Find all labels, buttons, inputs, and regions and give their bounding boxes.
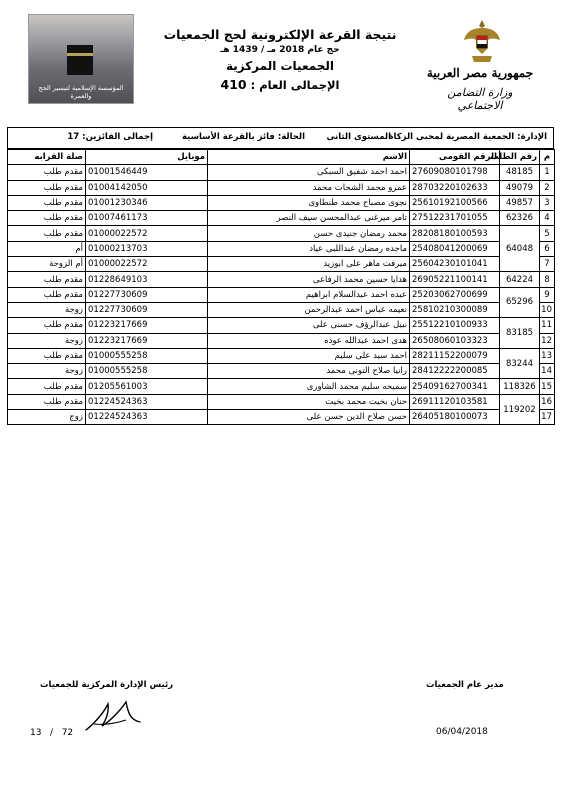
winners-label: إجمالى الفائزين: 17 — [67, 132, 153, 142]
name-cell: حسن صلاح الدين حسن على — [208, 410, 410, 425]
col-header-relation: صلة القرابه — [8, 150, 86, 165]
row-number-cell: 14 — [540, 364, 555, 379]
name-cell: تامر ميرغنى عبدالمحسن سيف النصر — [208, 211, 410, 226]
request-number-cell: 49079 — [500, 180, 540, 195]
table-row — [8, 272, 555, 287]
relation-cell: زوجة — [8, 333, 86, 348]
request-number-cell: 118326 — [500, 379, 540, 394]
page-title: نتيجة القرعة الإلكترونية لحج الجمعيات — [163, 27, 397, 42]
request-number-cell: 65296 — [500, 287, 540, 318]
mobile-cell: 01224524363 — [86, 410, 208, 425]
request-number-cell: 83185 — [500, 318, 540, 349]
relation-cell: مقدم طلب — [8, 394, 86, 409]
relation-cell: مقدم طلب — [8, 348, 86, 363]
request-number-cell: 48185 — [500, 165, 540, 180]
row-number-cell: 11 — [540, 318, 555, 333]
mobile-cell: 01224524363 — [86, 394, 208, 409]
row-number-cell: 1 — [540, 165, 555, 180]
national-id-cell: 28211152200079 — [410, 348, 500, 363]
page-current: 13 — [30, 728, 42, 738]
row-number-cell: 5 — [540, 226, 555, 241]
table-row — [8, 287, 555, 302]
mobile-cell: 01223217669 — [86, 333, 208, 348]
photo-caption: المؤسسة الإسلامية لتيسير الحج والعمرة — [38, 84, 124, 100]
relation-cell: مقدم طلب — [8, 226, 86, 241]
row-number-cell: 7 — [540, 257, 555, 272]
relation-cell: مقدم طلب — [8, 318, 86, 333]
eagle-emblem-icon — [462, 18, 502, 66]
national-id-cell: 27512231701055 — [410, 211, 500, 226]
mobile-cell: 01227730609 — [86, 287, 208, 302]
request-number-cell: 64224 — [500, 272, 540, 287]
name-cell: هدى احمد عبدالله عوده — [208, 333, 410, 348]
mobile-cell: 01007461173 — [86, 211, 208, 226]
relation-cell: زوج — [8, 410, 86, 425]
request-number-cell: 62326 — [500, 211, 540, 226]
col-header-national-id: الرقم القومى — [410, 150, 500, 165]
mobile-cell: 01227730609 — [86, 302, 208, 317]
national-id-cell: 25604230101041 — [410, 257, 500, 272]
name-cell: احمد احمد شفيق السبكى — [208, 165, 410, 180]
page-number — [30, 728, 73, 738]
col-header-name: الاسم — [208, 150, 410, 165]
row-number-cell: 6 — [540, 241, 555, 256]
national-id-cell: 26905221100141 — [410, 272, 500, 287]
mobile-cell: 01000213703 — [86, 241, 208, 256]
row-number-cell: 13 — [540, 348, 555, 363]
mobile-cell: 01000022572 — [86, 257, 208, 272]
row-number-cell: 2 — [540, 180, 555, 195]
relation-cell: زوجة — [8, 302, 86, 317]
kaaba-photo — [28, 14, 134, 104]
status-label: الحالة: فائز بالقرعة الأساسية — [181, 132, 305, 142]
name-cell: نجوى مصباح محمد طنطاوى — [208, 195, 410, 210]
table-row — [8, 226, 555, 241]
name-cell: عمرو محمد الشحات محمد — [208, 180, 410, 195]
name-cell: نبيل عبدالرؤف حسنى على — [208, 318, 410, 333]
row-number-cell: 3 — [540, 195, 555, 210]
request-number-cell: 119202 — [500, 394, 540, 425]
relation-cell: أم — [8, 241, 86, 256]
winners-table — [7, 149, 555, 425]
table-row — [8, 165, 555, 180]
name-cell: ميرفت ماهر على ابوزيد — [208, 257, 410, 272]
table-row — [8, 348, 555, 363]
mobile-cell: 01001546449 — [86, 165, 208, 180]
name-cell: رانيا صلاح التونى محمد — [208, 364, 410, 379]
row-number-cell: 12 — [540, 333, 555, 348]
grand-total-value: 410 — [220, 77, 247, 92]
col-header-request: رقم الطلب — [500, 150, 540, 165]
print-date: 06/04/2018 — [436, 727, 488, 737]
kaaba-band — [67, 53, 93, 56]
hajj-year: حج عام 2018 مـ / 1439 هـ — [220, 45, 340, 55]
table-row — [8, 195, 555, 210]
relation-cell: مقدم طلب — [8, 195, 86, 210]
table-row — [8, 364, 555, 379]
request-number-cell: 83244 — [500, 348, 540, 379]
name-cell: عبده احمد عبدالسلام ابراهيم — [208, 287, 410, 302]
row-number-cell: 4 — [540, 211, 555, 226]
national-id-cell: 25203062700699 — [410, 287, 500, 302]
name-cell: هدايا حسين محمد الرفاعى — [208, 272, 410, 287]
national-id-cell: 27609080101798 — [410, 165, 500, 180]
ministry-name: وزارة التضامن الاجتماعي — [447, 86, 513, 112]
row-number-cell: 10 — [540, 302, 555, 317]
table-row — [8, 257, 555, 272]
col-header-mobile: موبايل — [86, 150, 208, 165]
table-row — [8, 302, 555, 317]
mobile-cell: 01004142050 — [86, 180, 208, 195]
national-id-cell: 26911120103581 — [410, 394, 500, 409]
national-id-cell: 25610192100566 — [410, 195, 500, 210]
level-label: المستوى الثانى — [326, 132, 391, 142]
relation-cell: مقدم طلب — [8, 272, 86, 287]
country-name: جمهورية مصر العربية — [426, 66, 534, 80]
row-number-cell: 16 — [540, 394, 555, 409]
relation-cell: أم الزوجة — [8, 257, 86, 272]
national-id-cell: 26508060103323 — [410, 333, 500, 348]
grand-total-label: الإجمالى العام : — [250, 78, 340, 92]
request-number-cell: 64048 — [500, 226, 540, 272]
row-number-cell: 15 — [540, 379, 555, 394]
mobile-cell: 01000022572 — [86, 226, 208, 241]
row-number-cell: 9 — [540, 287, 555, 302]
table-row — [8, 333, 555, 348]
table-header-row — [8, 150, 555, 165]
table-row — [8, 410, 555, 425]
info-bar — [7, 127, 554, 149]
national-id-cell: 25810210300089 — [410, 302, 500, 317]
col-header-m: م — [540, 150, 555, 165]
kaaba-shape — [67, 45, 93, 75]
name-cell: احمد سيد على سليم — [208, 348, 410, 363]
relation-cell: مقدم طلب — [8, 379, 86, 394]
row-number-cell: 8 — [540, 272, 555, 287]
name-cell: حنان بخيت محمد بخيت — [208, 394, 410, 409]
relation-cell: مقدم طلب — [8, 180, 86, 195]
table-row — [8, 180, 555, 195]
table-row — [8, 394, 555, 409]
name-cell: محمد رمضان جنيدى حسن — [208, 226, 410, 241]
national-id-cell: 25512210100933 — [410, 318, 500, 333]
table-row — [8, 241, 555, 256]
national-id-cell: 28703220102633 — [410, 180, 500, 195]
mobile-cell: 01000555258 — [86, 348, 208, 363]
table-row — [8, 379, 555, 394]
grand-total — [150, 77, 410, 92]
relation-cell: مقدم طلب — [8, 211, 86, 226]
name-cell: سميحه سليم محمد الشاورى — [208, 379, 410, 394]
director-general-title: مدير عام الجمعيات — [426, 680, 504, 690]
mobile-cell: 01228649103 — [86, 272, 208, 287]
national-id-cell: 25408041200069 — [410, 241, 500, 256]
national-id-cell: 28412222200085 — [410, 364, 500, 379]
mobile-cell: 01001230346 — [86, 195, 208, 210]
page-total: 72 — [61, 728, 74, 738]
mobile-cell: 01205561003 — [86, 379, 208, 394]
row-number-cell: 17 — [540, 410, 555, 425]
admin-label: الإدارة: الجمعية المصرية لمحبى الزكاة — [388, 132, 547, 142]
table-body — [8, 165, 555, 425]
national-id-cell: 26405180100073 — [410, 410, 500, 425]
national-id-cell: 28208180100593 — [410, 226, 500, 241]
central-admin-head-title: رئيس الإدارة المركزية للجمعيات — [40, 680, 174, 690]
signature-icon — [82, 694, 144, 734]
section-title: الجمعيات المركزية — [225, 59, 335, 73]
table-row — [8, 318, 555, 333]
relation-cell: مقدم طلب — [8, 165, 86, 180]
name-cell: ماجده رمضان عبداللبى عياد — [208, 241, 410, 256]
mobile-cell: 01000555258 — [86, 364, 208, 379]
national-id-cell: 25409162700341 — [410, 379, 500, 394]
mobile-cell: 01223217669 — [86, 318, 208, 333]
name-cell: نعيمه عباس احمد عبدالرحمن — [208, 302, 410, 317]
relation-cell: مقدم طلب — [8, 287, 86, 302]
page-separator: / — [50, 728, 54, 738]
request-number-cell: 49857 — [500, 195, 540, 210]
relation-cell: زوجة — [8, 364, 86, 379]
table-row — [8, 211, 555, 226]
